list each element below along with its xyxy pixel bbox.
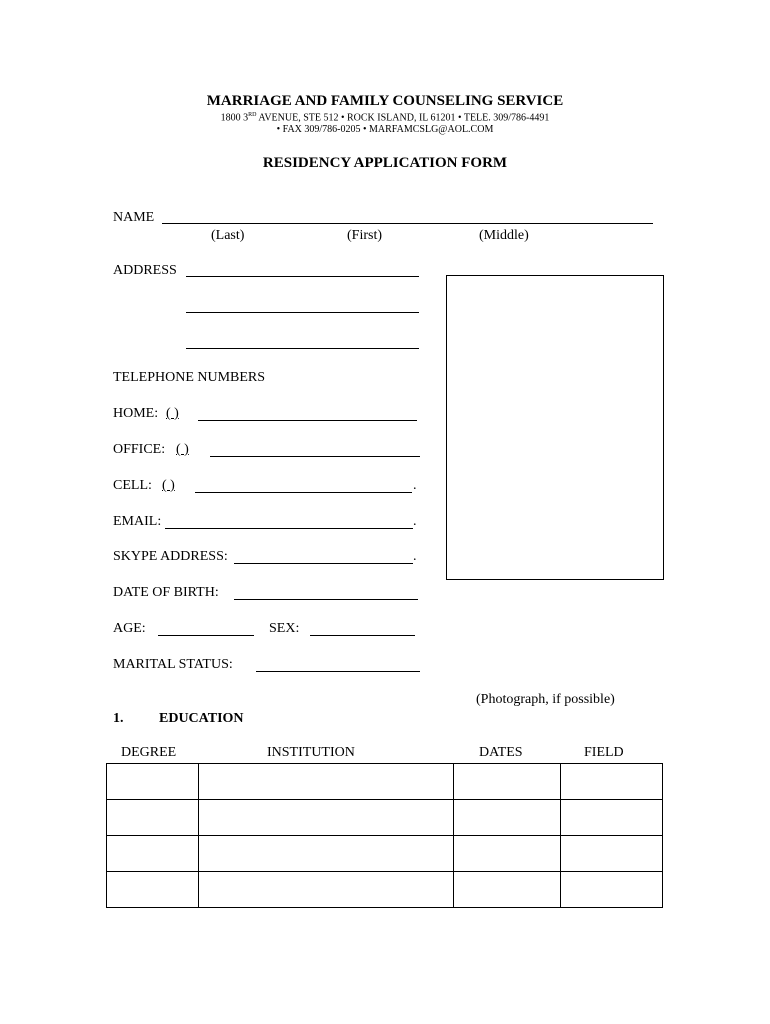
dob-label: DATE OF BIRTH: [113, 585, 219, 600]
table-row [107, 872, 663, 908]
cell-label: CELL: [113, 478, 152, 493]
name-field[interactable] [162, 223, 653, 224]
cell-area-code[interactable]: ( ) [162, 478, 175, 493]
field-cell[interactable] [561, 872, 663, 908]
name-first-caption: (First) [347, 228, 382, 243]
table-row [107, 764, 663, 800]
photo-box[interactable] [446, 275, 664, 580]
email-label: EMAIL: [113, 514, 162, 529]
office-label: OFFICE: [113, 442, 166, 457]
education-section-title: EDUCATION [159, 711, 244, 726]
address-line-1[interactable] [186, 276, 419, 277]
dates-cell[interactable] [454, 764, 561, 800]
form-title: RESIDENCY APPLICATION FORM [262, 155, 508, 171]
office-area-code[interactable]: ( ) [176, 442, 189, 457]
name-middle-caption: (Middle) [479, 228, 529, 243]
age-field[interactable] [158, 635, 254, 636]
telephone-heading: TELEPHONE NUMBERS [113, 370, 266, 385]
address-text: 1800 3 [220, 112, 249, 124]
degree-cell[interactable] [107, 836, 199, 872]
sex-field[interactable] [310, 635, 415, 636]
age-label: AGE: [113, 621, 146, 636]
dob-field[interactable] [234, 599, 418, 600]
email-period: . [413, 514, 417, 529]
skype-label: SKYPE ADDRESS: [113, 549, 228, 564]
name-label: NAME [113, 210, 155, 225]
cell-period: . [413, 478, 417, 493]
degree-cell[interactable] [107, 800, 199, 836]
office-phone-field[interactable] [210, 456, 420, 457]
degree-cell[interactable] [107, 872, 199, 908]
institution-cell[interactable] [199, 872, 454, 908]
home-area-code[interactable]: ( ) [166, 406, 179, 421]
education-table [106, 763, 663, 908]
table-row [107, 836, 663, 872]
education-section-number: 1. [113, 711, 124, 726]
column-header-field: FIELD [584, 745, 624, 760]
skype-period: . [413, 549, 417, 564]
column-header-institution: INSTITUTION [267, 745, 355, 760]
home-label: HOME: [113, 406, 159, 421]
organization-contact: • FAX 309/786-0205 • MARFAMCSLG@AOL.COM [276, 124, 494, 135]
institution-cell[interactable] [199, 836, 454, 872]
dates-cell[interactable] [454, 800, 561, 836]
field-cell[interactable] [561, 800, 663, 836]
sex-label: SEX: [269, 621, 300, 636]
photo-caption: (Photograph, if possible) [476, 692, 615, 707]
cell-phone-field[interactable] [195, 492, 412, 493]
organization-name: MARRIAGE AND FAMILY COUNSELING SERVICE [206, 93, 564, 109]
address-label: ADDRESS [113, 263, 177, 278]
home-phone-field[interactable] [198, 420, 417, 421]
institution-cell[interactable] [199, 764, 454, 800]
address-superscript: RD [248, 112, 257, 118]
column-header-dates: DATES [479, 745, 523, 760]
marital-status-label: MARITAL STATUS: [113, 657, 233, 672]
organization-address [0, 112, 770, 123]
skype-field[interactable] [234, 563, 413, 564]
marital-status-field[interactable] [256, 671, 420, 672]
field-cell[interactable] [561, 836, 663, 872]
column-header-degree: DEGREE [121, 745, 177, 760]
field-cell[interactable] [561, 764, 663, 800]
degree-cell[interactable] [107, 764, 199, 800]
dates-cell[interactable] [454, 872, 561, 908]
institution-cell[interactable] [199, 800, 454, 836]
address-text-rest: AVENUE, STE 512 • ROCK ISLAND, IL 61201 • TELE. 309/786-4491 [256, 112, 550, 124]
email-field[interactable] [165, 528, 413, 529]
address-line-3[interactable] [186, 348, 419, 349]
table-row [107, 800, 663, 836]
name-last-caption: (Last) [211, 228, 245, 243]
dates-cell[interactable] [454, 836, 561, 872]
address-line-2[interactable] [186, 312, 419, 313]
